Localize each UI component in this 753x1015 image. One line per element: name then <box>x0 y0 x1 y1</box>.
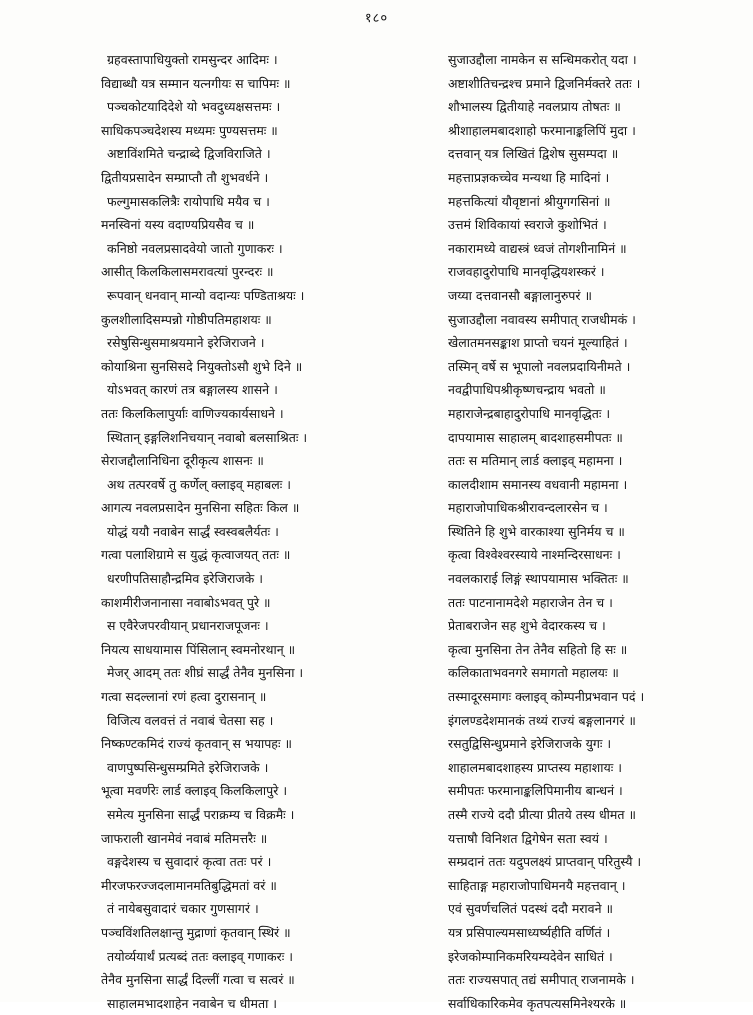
verse-line: अष्टाशीतिचन्द्रश्च प्रमाने द्विजनिर्मक्तरे ततः । <box>448 75 641 91</box>
verse-line: इरेजकोम्पानिकमरियम्यदेवेन साधितं । <box>448 948 613 964</box>
verse-line: आगत्य नवलप्रसादेन मुनसिना सहितः किल ॥ <box>101 500 300 516</box>
verse-line: महत्ताप्रज्ञकच्चेव मन्यथा हि मादिनां । <box>448 169 610 185</box>
verse-line: मनस्विनां यस्य वदाण्यप्रियसैव च ॥ <box>101 217 255 233</box>
verse-line: समीपतः फरमानाङ्कलिपिमानीय बान्धनं । <box>448 783 623 799</box>
verse-line: ततः पाटनानामदेशे महाराजेन तेन च । <box>448 594 613 610</box>
verse-line: भूत्वा मवर्णरेः लार्ड क्लाइव् किलकिलापुरे । <box>101 783 288 799</box>
verse-line: यत्ताषौ विनिशत द्विगेषेन सता स्वयं । <box>448 830 608 846</box>
verse-line: प्रेताबराजेन सह शुभे वेदारकस्य च । <box>448 618 606 634</box>
verse-line: रूपवान् धनवान् मान्यो वदान्यः पण्डिताश्रयः । <box>107 287 305 303</box>
verse-line: शौभालस्य द्वितीयाहे नवलप्राय तोषतः ॥ <box>448 99 621 115</box>
verse-line: विजित्य वलवत्तं तं नवाबं चेतसा सह । <box>107 712 274 728</box>
verse-line: ग्रहवस्तापाधियुक्तो रामसुन्दर आदिमः । <box>107 52 278 67</box>
verse-line: मेजर् आदम् ततः शीघ्रं सार्द्धं तेनैव मुनसिना । <box>107 665 304 681</box>
verse-line: सुजाउद्दौला नवावस्य समीपात् राजधीमकं । <box>448 311 636 327</box>
verse-line: गत्वा पलाशिग्रामे स युद्धं कृत्वाजयत् ततः ॥ <box>101 547 291 563</box>
verse-line: तेनैव मुनसिना सार्द्धं दिल्लीं गत्वा च सत्वरं ॥ <box>101 972 295 988</box>
verse-line: पञ्चकोटयादिदेशे यो भवदुध्यक्षसत्तमः । <box>107 99 281 115</box>
verse-line: तं नायेबसुवादारं चकार गुणसागरं । <box>107 901 259 917</box>
verse-line: फल्गुमासकलित्रैः रायोपाधि मयैव च । <box>107 193 270 209</box>
verse-line: कृत्वा विश्वेश्वरस्याये नाश्मन्दिरसाधनः । <box>448 547 621 563</box>
verse-line: विद्याब्धौ यत्र सम्मान यत्नगीयः स चापिमः ॥ <box>101 75 291 91</box>
verse-line: अष्टाविंशमिते चन्द्राब्दे द्विजविराजिते । <box>107 146 271 162</box>
verse-line: कोयाश्रिना सुनसिसदे नियुक्तोऽसौ शुभे दिने ॥ <box>101 358 303 374</box>
page-number: १८० <box>364 11 389 26</box>
verse-line: साहिताङ्ग महाराजोपाधिमनयै महत्तवान् । <box>448 877 626 893</box>
verse-line: धरणीपतिसाहौन्द्रमिव इरेजिराजके । <box>107 571 263 587</box>
verse-line: सुजाउद्दौला नामकेन स सन्धिमकरोत् यदा । <box>448 52 637 67</box>
verse-line: जाफराली खानमेवं नवाबं मतिमत्तरैः ॥ <box>101 830 268 846</box>
verse-line: कलिकाताभवनगरे समागतो महालयः ॥ <box>448 665 619 681</box>
verse-line: साधिकपञ्चदेशस्य मध्यमः पुण्यसत्तमः ॥ <box>101 122 278 138</box>
verse-line: रसेषुसिन्धुसमाश्रयमाने इरेजिराजने । <box>107 335 265 351</box>
verse-line: मीरजफरज्जदलामानमतिबुद्धिमतां वरं ॥ <box>101 877 277 893</box>
verse-line: दत्तवान् यत्र लिखितं द्विशेष सुसम्पदा ॥ <box>448 146 619 162</box>
verse-line: महाराजोपाधिकश्रीरावन्दलारसेन च । <box>448 500 608 516</box>
verse-line: स्थितिने हि शुभे वारकाश्या सुनिर्मय च ॥ <box>448 523 625 539</box>
verse-line: कनिष्ठो नवलप्रसादवेयो जातो गुणाकरः । <box>107 240 283 256</box>
verse-line: गत्वा सदल्लानां रणं हत्वा दुरासनान् ॥ <box>101 689 267 705</box>
verse-line: नवद्वीपाधिपश्रीकृष्णचन्द्राय भवतो ॥ <box>448 382 606 398</box>
verse-line: स एवैरेजपरवीयान् प्रधानराजपूजनः । <box>107 618 269 634</box>
verse-line: आसीत् किलकिलासमरावत्यां पुरन्दरः ॥ <box>101 264 274 280</box>
verse-line: महत्तकित्यां यौवृष्टानां श्रीयुगगसिनां ॥ <box>448 193 611 209</box>
verse-line: उत्तमं शिविकायां स्वराजे कुशोभितं । <box>448 217 607 233</box>
verse-line: वाणपुष्पसिन्धुसम्प्रमिते इरेजिराजके । <box>107 759 269 775</box>
verse-line: शाहालमबादशाहस्य प्राप्तस्य महाशायः । <box>448 759 623 775</box>
verse-line: राजवहादुरोपाधि मानवृद्धियशस्करं । <box>448 264 605 280</box>
verse-line: कृत्वा मुनसिना तेन तेनैव सहितो हि सः ॥ <box>448 641 628 657</box>
verse-line: ततः किलकिलापुर्याः वाणिज्यकार्यसाधने । <box>101 405 284 421</box>
verse-line: रसतुद्विसिन्धुप्रमाने इरेजिराजके युगः । <box>448 736 612 752</box>
verse-line: नकारामध्ये वाद्यस्त्रं ध्वजं तोगशीनामिनं ॥ <box>448 240 627 256</box>
verse-line: खेलातमनसङ्काश प्राप्तो चयनं मूल्याहितं । <box>448 335 628 351</box>
verse-line: तस्मादूरसमागः क्लाइव् कोम्पनीप्रभवान पदं । <box>448 689 645 705</box>
verse-line: पञ्चविंशतिलक्षान्तु मुद्राणां कृतवान् स्थिरं ॥ <box>101 924 291 940</box>
verse-line: महाराजेन्द्रबाहादुरोपाधि मानवृद्धितः । <box>448 405 611 421</box>
verse-line: साहालमभादशाहेन नवाबेन च धीमता । <box>107 995 278 1011</box>
verse-line: एवं सुवर्णचलितं पदस्थं ददौ मरावने ॥ <box>448 901 613 917</box>
verse-line: सेराजद्दौलानिधिना दूरीकृत्य शासनः ॥ <box>101 453 264 469</box>
verse-line: सर्वाधिकारिकमेव कृतपत्यसमिनेश्यरके ॥ <box>448 995 627 1011</box>
verse-line: वङ्गदेशस्य च सुवादारं कृत्वा ततः परं । <box>107 854 272 870</box>
verse-line: योऽभवत् कारणं तत्र बङ्गालस्य शासने । <box>107 382 278 398</box>
verse-line: श्रीशाहालमबादशाहो फरमानाङ्कलिपिं मुदा । <box>448 122 636 138</box>
verse-line: नियत्य साधयामास पिंसिलान् स्वमनोरथान् ॥ <box>101 641 296 657</box>
verse-line: कालदीशाम समानस्य वधवानी महामना । <box>448 476 628 492</box>
verse-line: समेत्य मुनसिना सार्द्धं पराक्रम्य च विक्रमैः । <box>107 807 295 822</box>
verse-line: यत्र प्रसिपाल्यमसाध्यर्ष्यहीति वर्णितं । <box>448 924 611 940</box>
verse-line: अथ तत्परवर्षे तु कर्णेल् क्लाइव् महाबलः । <box>107 476 291 492</box>
verse-line: तस्मिन् वर्षे स भूपालो नवलप्रदायिनीमते । <box>448 358 631 374</box>
verse-line: द्वितीयप्रसादेन सम्प्राप्तौ तौ शुभवर्धने । <box>101 169 269 185</box>
verse-line: तस्मै राज्ये ददौ प्रीत्या प्रीतये तस्य धीमत ॥ <box>448 807 636 822</box>
verse-line: नवलकाराई लिङ्गं स्थापयामास भक्तितः ॥ <box>448 571 629 587</box>
verse-line: तयोर्व्ययार्थं प्रत्यब्दं ततः क्लाइव् गणाकरः । <box>107 948 293 964</box>
right-verse-column <box>420 48 720 1015</box>
verse-line: योद्धं ययौ नवाबेन सार्द्धं स्वस्वबलैर्यतः । <box>107 523 279 539</box>
verse-line: जय्या दत्तवानसौ बङ्गालानुरुपरं ॥ <box>448 287 592 303</box>
verse-line: इंगलण्डदेशमानकं तथ्यं राज्यं बङ्गलानगरं ॥ <box>448 712 636 728</box>
left-verse-column <box>85 48 385 1015</box>
verse-line: काशमीरीजनानासा नवाबोऽभवत् पुरे ॥ <box>101 594 271 610</box>
verse-line: निष्कण्टकमिदं राज्यं कृतवान् स भयापहः ॥ <box>101 736 292 752</box>
verse-line: कुलशीलादिसम्पन्नो गोष्ठीपतिमहाशयः ॥ <box>101 311 272 327</box>
verse-line: ततः राज्यसपात् तद्यं समीपात् राजनामके । <box>448 972 635 988</box>
verse-line: सम्प्रदानं ततः यदुपलक्ष्यं प्राप्तवान् परितुस्यै । <box>448 854 642 870</box>
verse-line: दापयामास साहालम् बादशाहसमीपतः ॥ <box>448 429 623 445</box>
verse-line: ततः स मतिमान् लार्ड क्लाइव् महामना । <box>448 453 623 469</box>
verse-line: स्थितान् इङ्गलिशनिचयान् नवाबो बलसाश्रितः । <box>107 429 308 445</box>
